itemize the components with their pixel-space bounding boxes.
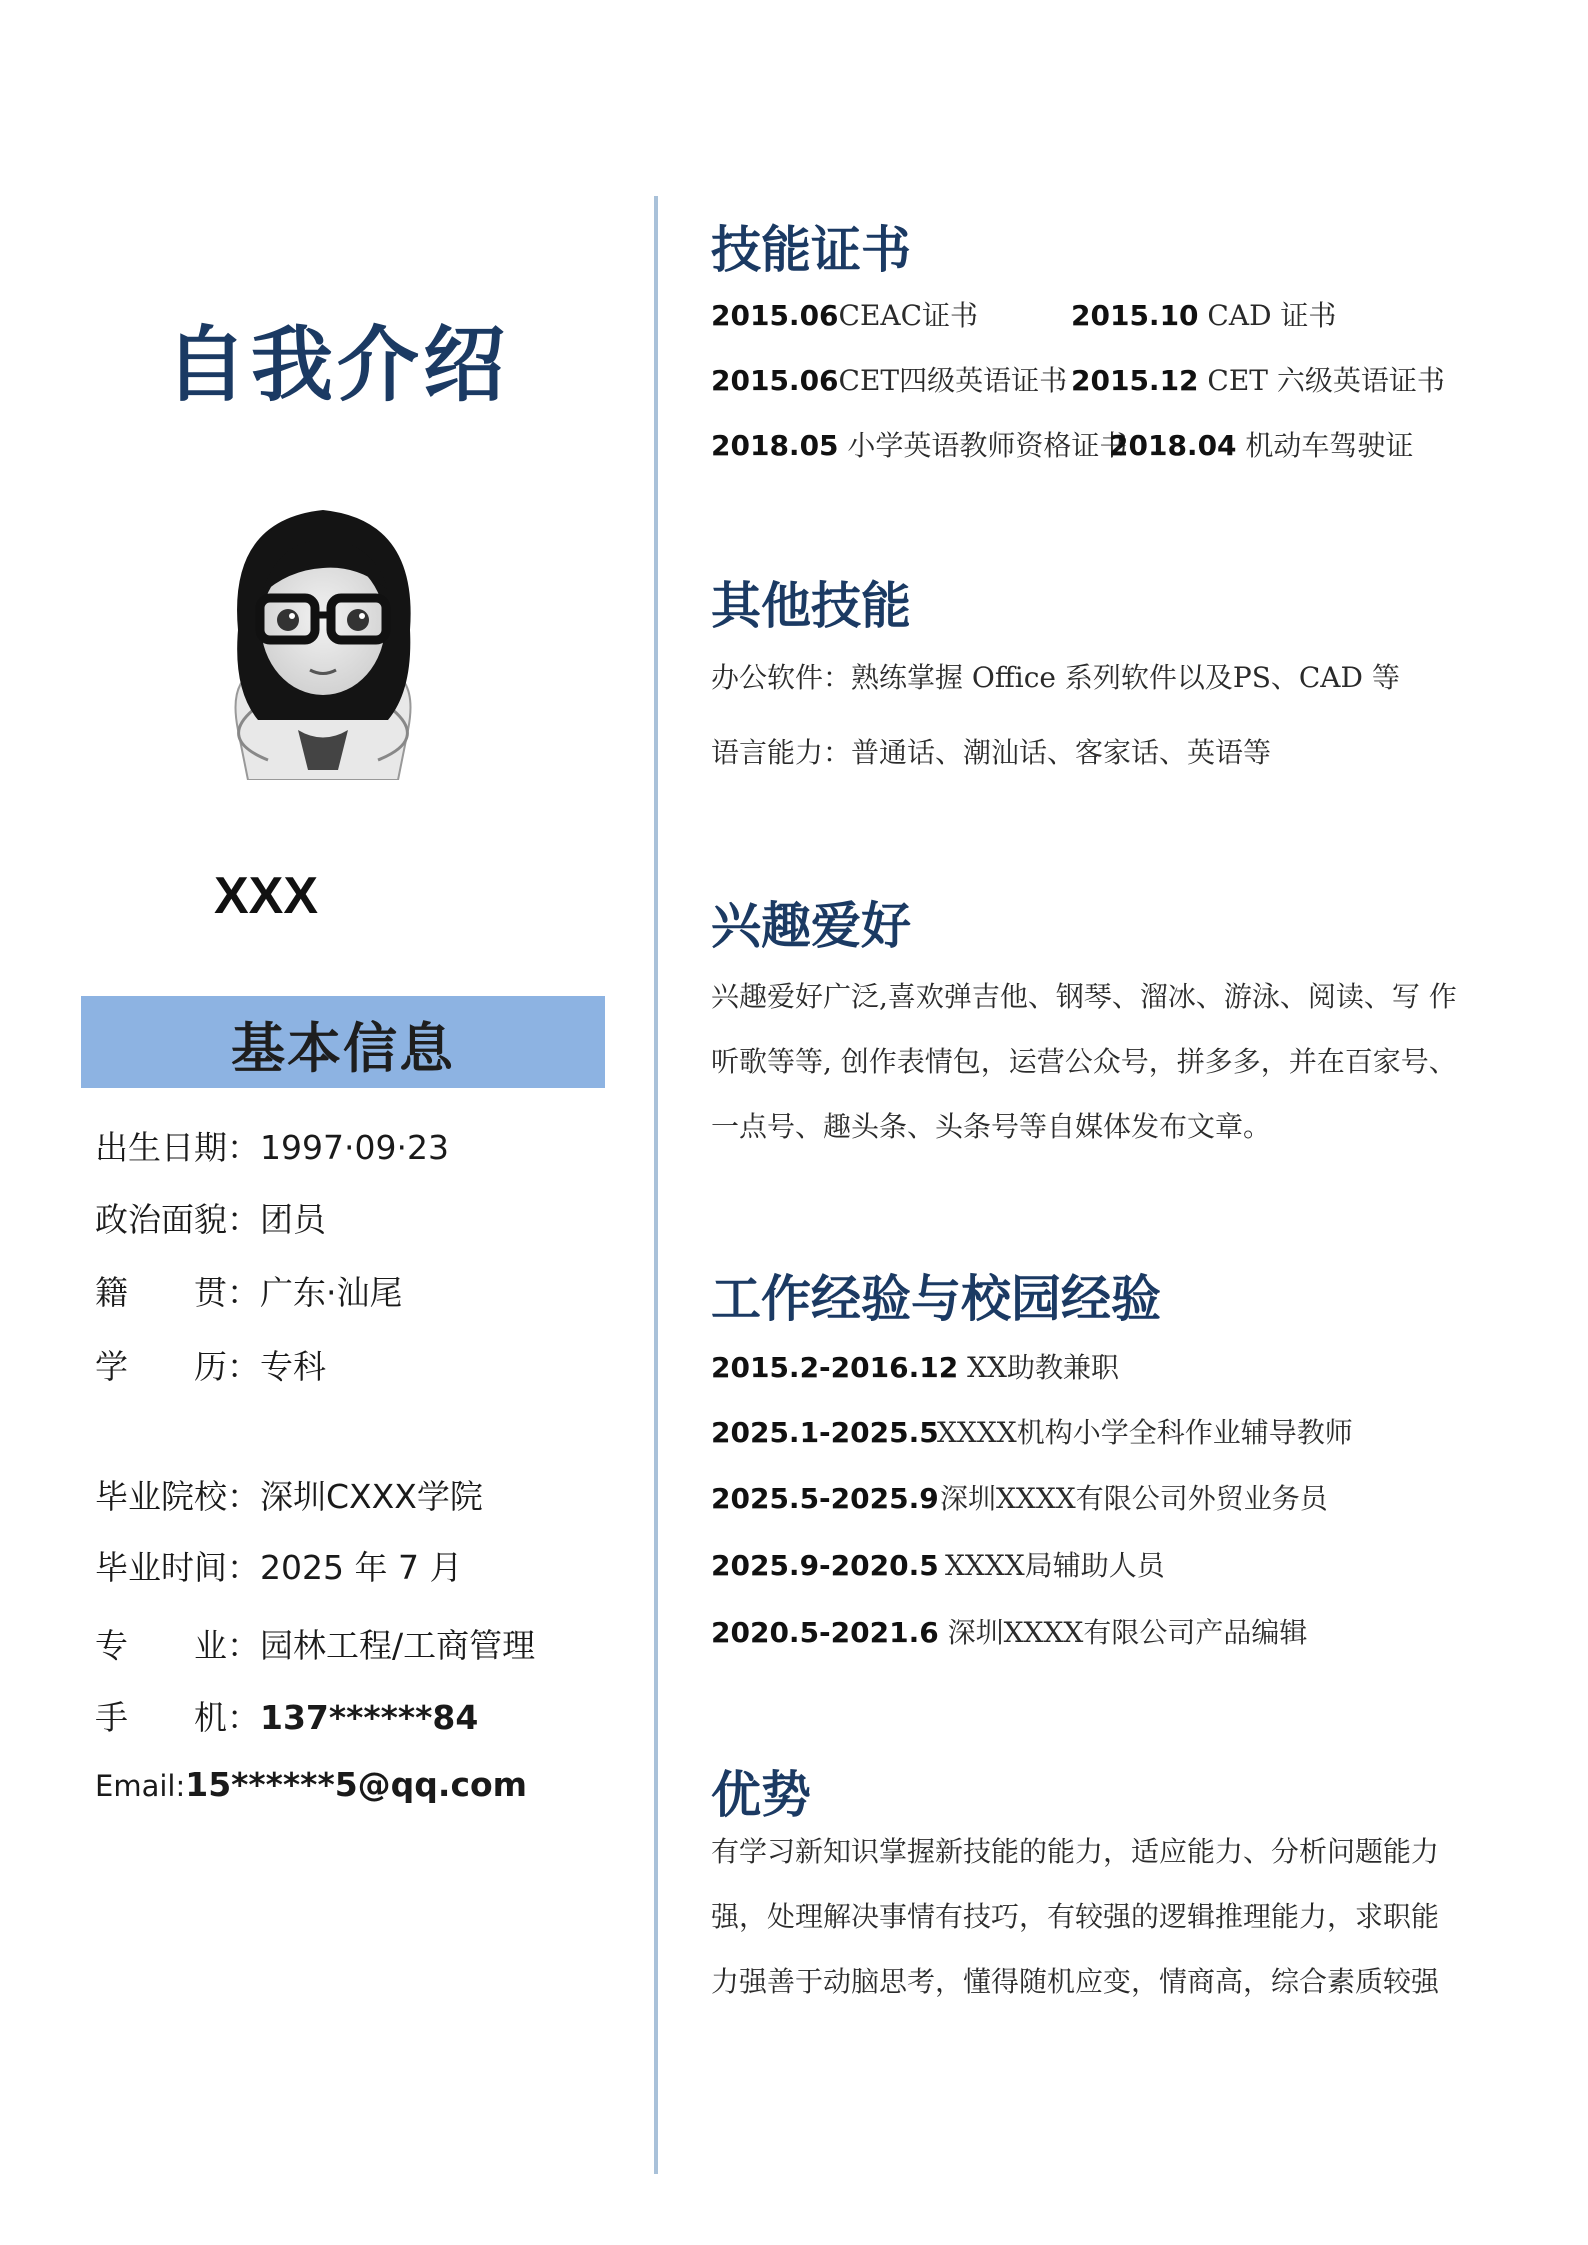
cert-date: 2018.04 xyxy=(1109,429,1237,462)
info-birthdate xyxy=(95,1122,449,1169)
strengths-line: 强，处理解决事情有技巧，有较强的逻辑推理能力，求职能 xyxy=(711,1900,1440,1933)
strengths-line: 力强善于动脑思考，懂得随机应变，情商高，综合素质较强 xyxy=(711,1965,1440,1998)
experience-text: 深圳XXXX有限公司外贸业务员 xyxy=(940,1482,1328,1515)
info-label: 学 历： xyxy=(95,1347,260,1386)
experience-item xyxy=(711,1346,1119,1386)
info-value: 1997·09·23 xyxy=(260,1128,449,1167)
info-label: Email: xyxy=(95,1769,186,1803)
info-label: 政治面貌： xyxy=(95,1200,260,1239)
cert-date: 2015.12 xyxy=(1071,364,1199,397)
experience-item xyxy=(711,1544,1165,1584)
basic-info-header xyxy=(81,996,605,1088)
info-label: 籍 贯： xyxy=(95,1273,260,1312)
column-divider xyxy=(654,196,658,2174)
info-political-status xyxy=(95,1194,326,1241)
info-label: 手 机： xyxy=(95,1698,260,1737)
info-email xyxy=(95,1765,527,1804)
skill-office: 办公软件：熟练掌握 Office 系列软件以及PS、CAD 等 xyxy=(711,661,1400,694)
info-value: 广东·汕尾 xyxy=(260,1273,403,1312)
page-title: 自我介绍 xyxy=(165,318,510,413)
info-label: 毕业院校： xyxy=(95,1477,260,1516)
experience-date: 2015.2-2016.12 xyxy=(711,1351,959,1384)
info-value: 137******84 xyxy=(260,1698,479,1737)
cert-name: CET四级英语证书 xyxy=(838,364,1068,397)
skill-language: 语言能力：普通话、潮汕话、客家话、英语等 xyxy=(711,736,1272,769)
certificate-row xyxy=(711,294,1336,334)
info-label: 毕业时间： xyxy=(95,1548,260,1587)
cert-name: CET 六级英语证书 xyxy=(1198,364,1445,397)
info-graduation-date xyxy=(95,1542,462,1589)
cert-date: 2018.05 xyxy=(711,429,839,462)
experience-date: 2025.9-2020.5 xyxy=(711,1549,939,1582)
info-value: 园林工程/工商管理 xyxy=(260,1626,536,1665)
info-school xyxy=(95,1471,483,1518)
experience-date: 2020.5-2021.6 xyxy=(711,1616,939,1649)
hobbies-title: 兴趣爱好 xyxy=(711,897,911,955)
info-value: 专科 xyxy=(260,1347,326,1386)
experience-item xyxy=(711,1411,1353,1451)
experience-item xyxy=(711,1477,1328,1517)
cert-date: 2015.06 xyxy=(711,299,839,332)
info-major xyxy=(95,1620,535,1667)
hobbies-line: 兴趣爱好广泛,喜欢弹吉他、钢琴、溜冰、游泳、阅读、写 作 xyxy=(711,980,1457,1013)
experience-text: XXXX机构小学全科作业辅导教师 xyxy=(937,1416,1353,1449)
experience-date: 2025.5-2025.9 xyxy=(711,1482,939,1515)
cert-name: 小学英语教师资格证书 xyxy=(838,429,1128,462)
experience-item xyxy=(711,1611,1307,1651)
info-education xyxy=(95,1341,326,1388)
info-label: 专 业： xyxy=(95,1626,260,1665)
info-phone xyxy=(95,1692,478,1739)
info-value: 2025 年 7 月 xyxy=(260,1548,463,1587)
cert-name: 机动车驾驶证 xyxy=(1236,429,1414,462)
cert-date: 2015.10 xyxy=(1071,299,1199,332)
certificate-row xyxy=(711,359,1445,399)
experience-text: XX助教兼职 xyxy=(958,1351,1119,1384)
info-value: 团员 xyxy=(260,1200,326,1239)
basic-info-title: 基本信息 xyxy=(231,1017,455,1080)
experience-date: 2025.1-2025.5 xyxy=(711,1416,939,1449)
experience-title: 工作经验与校园经验 xyxy=(711,1270,1161,1328)
cert-name: CEAC证书 xyxy=(838,299,979,332)
cert-date: 2015.06 xyxy=(711,364,839,397)
cert-name: CAD 证书 xyxy=(1198,299,1337,332)
skills-title: 其他技能 xyxy=(711,577,911,635)
info-value: 深圳CXXX学院 xyxy=(260,1477,483,1516)
hobbies-line: 一点号、趣头条、头条号等自媒体发布文章。 xyxy=(711,1110,1272,1143)
certificate-row xyxy=(711,424,1413,464)
certificates-title: 技能证书 xyxy=(711,221,911,279)
experience-text: XXXX局辅助人员 xyxy=(945,1549,1165,1582)
candidate-name: XXX xyxy=(214,867,319,925)
strengths-title: 优势 xyxy=(711,1766,811,1824)
info-hometown xyxy=(95,1267,403,1314)
experience-text: 深圳XXXX有限公司产品编辑 xyxy=(938,1616,1308,1649)
strengths-line: 有学习新知识掌握新技能的能力，适应能力、分析问题能力 xyxy=(711,1835,1440,1868)
info-label: 出生日期： xyxy=(95,1128,260,1167)
info-value: 15******5@qq.com xyxy=(185,1765,528,1804)
avatar xyxy=(198,480,448,780)
hobbies-line: 听歌等等, 创作表情包，运营公众号，拼多多，并在百家号、 xyxy=(711,1045,1457,1078)
